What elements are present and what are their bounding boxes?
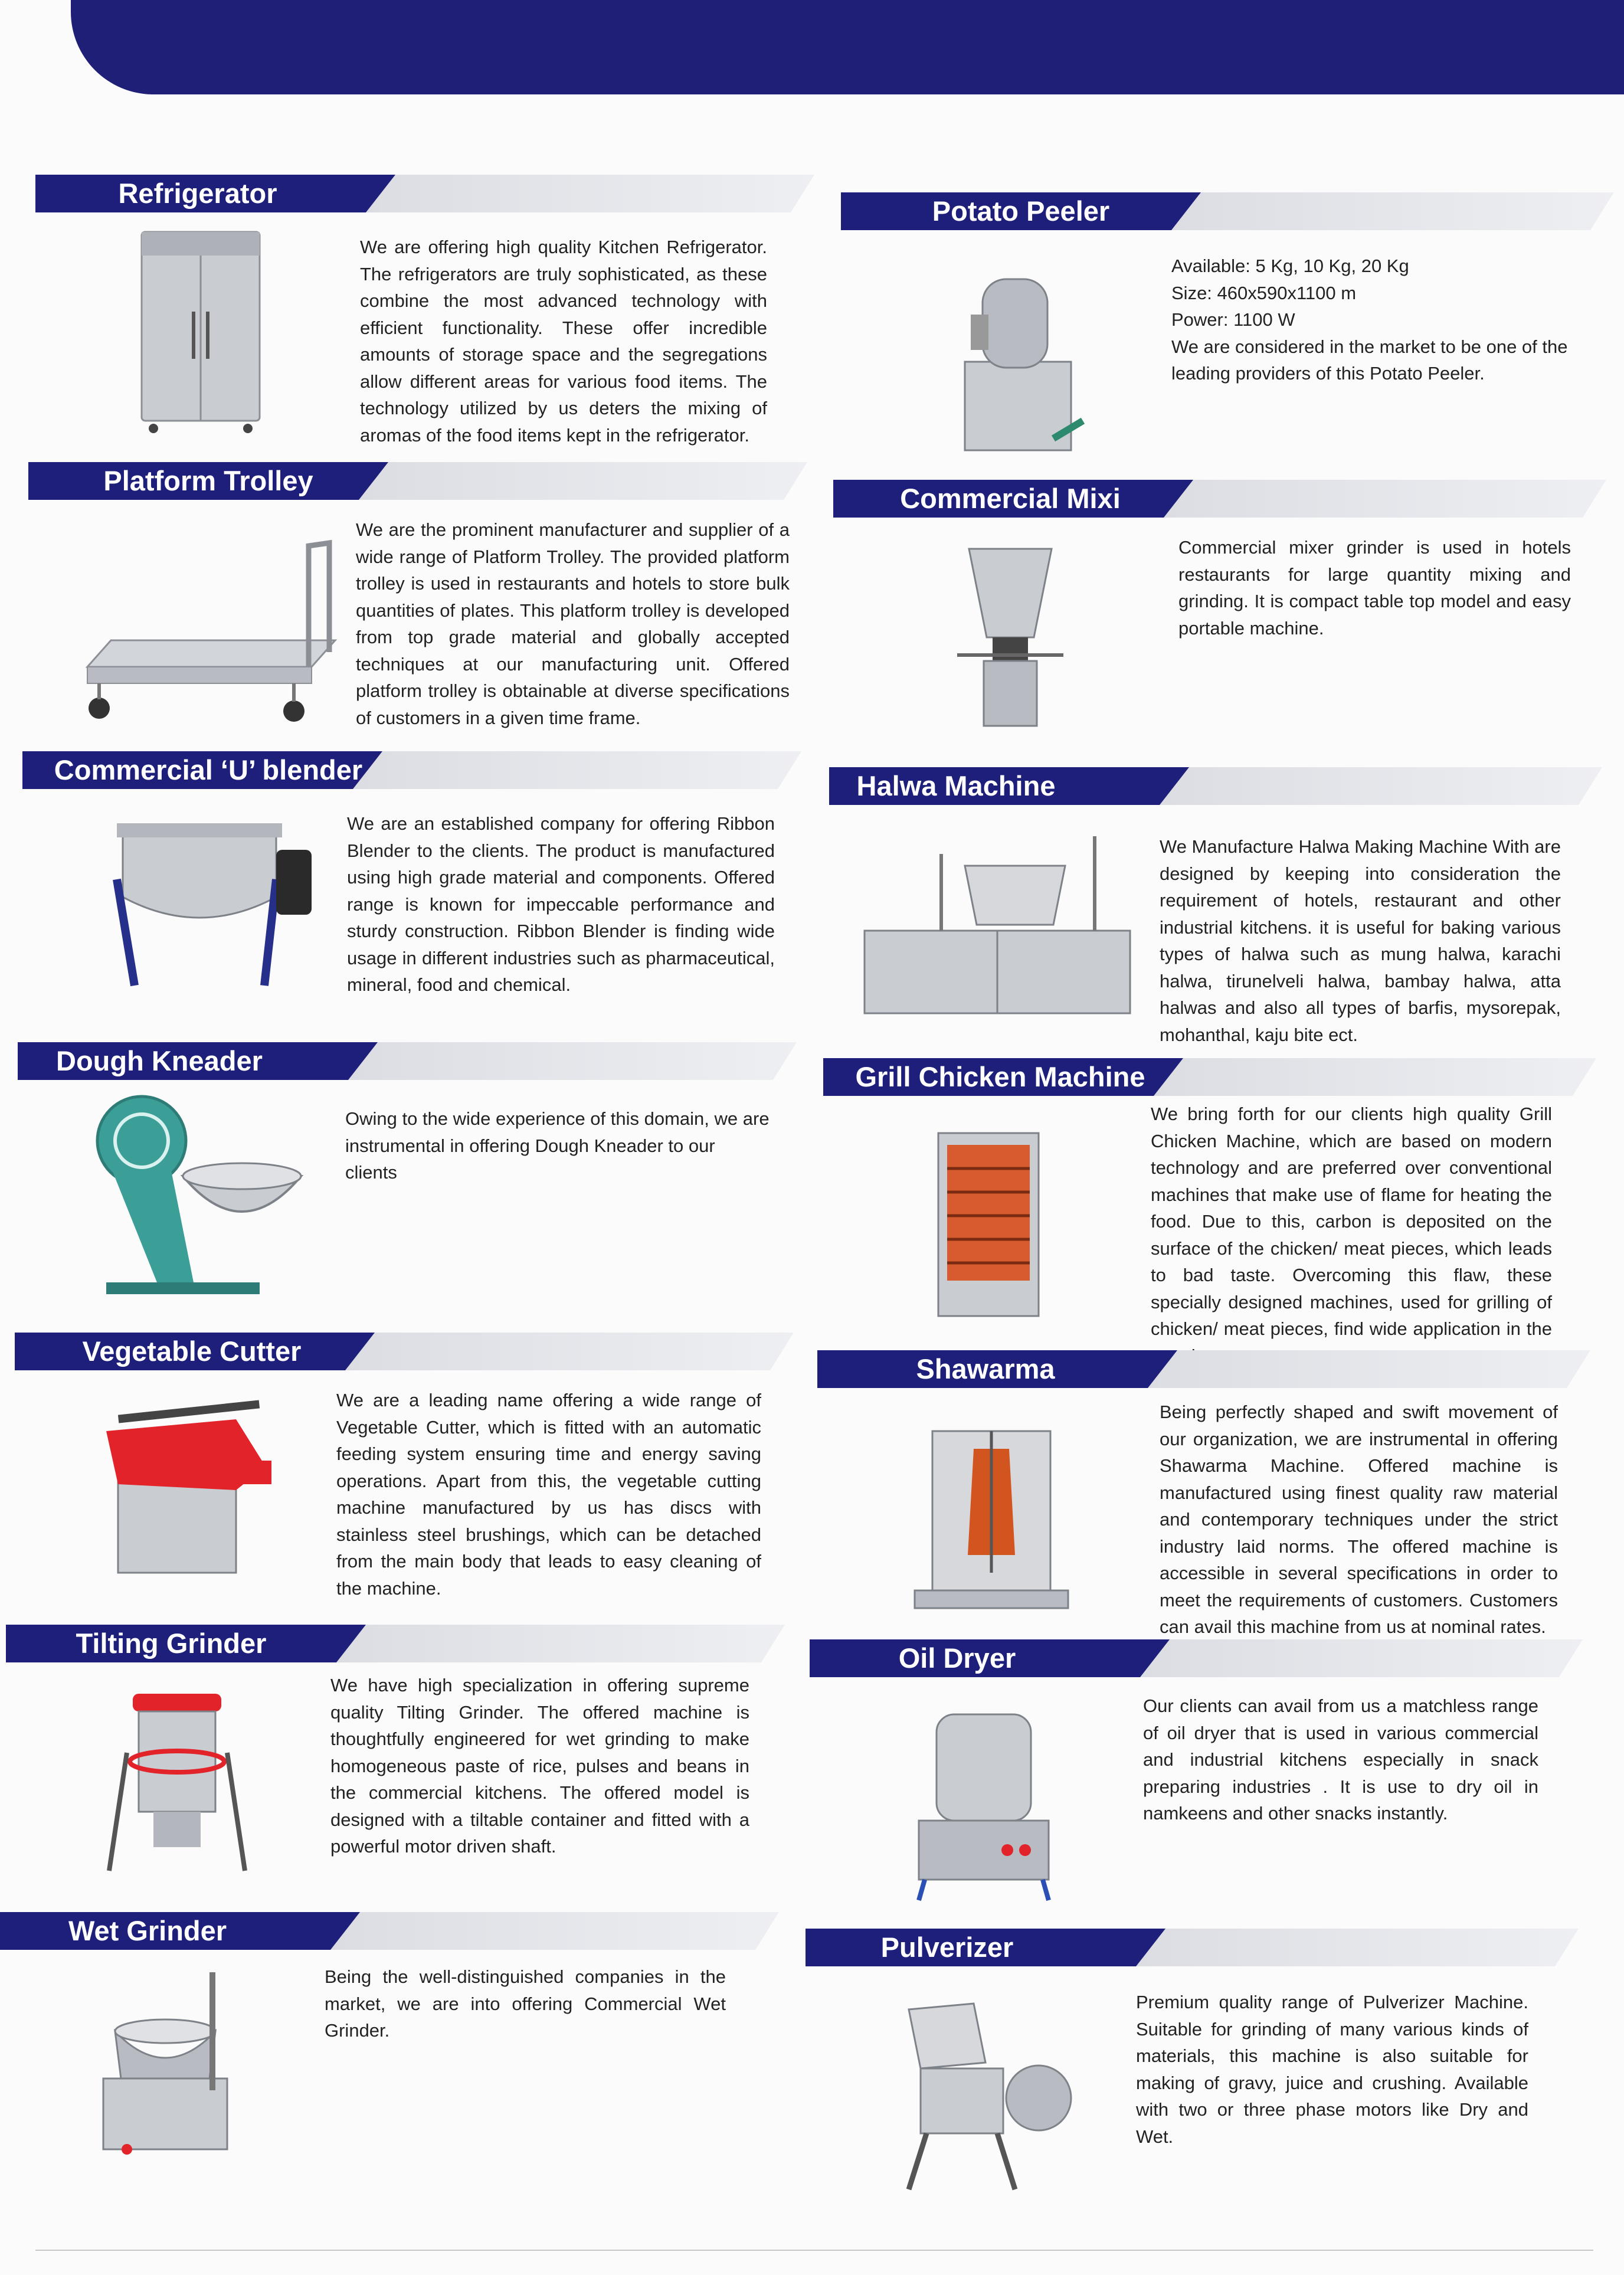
refrigerator-icon	[124, 226, 277, 438]
section-header	[829, 762, 1602, 808]
product-refrigerator	[35, 170, 814, 447]
product-description: Our clients can avail from us a matchless range of oil dryer that is used in various commercial and industrial kitchens especially in snack preparing industries . It is use to dry oil in namkeens and other snacks instantly.	[1143, 1695, 1538, 1824]
spec-power: Power: 1100 W	[1171, 309, 1295, 330]
product-description: We are an established company for offering Ribbon Blender to the clients. The product is manufactured using high grade material and components. Offered range is known for impeccable performance and sturdy construction. Ribbon Blender is finding wide usage in different industries such as pharmaceutical, mineral, food and chemical.	[347, 813, 775, 995]
section-header	[810, 1635, 1583, 1681]
product-description: Premium quality range of Pulverizer Machine. Suitable for grinding of many various kinds of materials, this machine is also suitable for making of gravy, juice and crushing. Available with two or three phase motors like Dry and Wet.	[1136, 1992, 1528, 2147]
product-shawarma	[817, 1346, 1590, 1652]
product-u-blender	[22, 747, 801, 1018]
product-title: Platform Trolley	[103, 465, 313, 496]
platform-trolley-icon	[64, 528, 359, 741]
bottom-divider	[35, 2250, 1593, 2251]
u-blender-icon	[99, 806, 323, 1000]
product-vegetable-cutter	[15, 1328, 794, 1605]
product-description: We bring forth for our clients high quality Grill Chicken Machine, which are based on modern technology and are preferred over conventional machines that make use of flame for heating the food. Due to this, carbon is deposited on the surface of the chicken/ meat pieces, which leads to bad taste. Overcoming this flaw, these specially designed machines, used for grilling of chicken/ meat pieces, find wide application in the	[1151, 1104, 1552, 1339]
product-title: Dough Kneader	[56, 1045, 263, 1076]
section-header	[6, 1620, 785, 1666]
top-banner	[71, 0, 1624, 94]
section-header	[833, 475, 1606, 521]
product-title: Grill Chicken Machine	[855, 1061, 1145, 1092]
section-header	[823, 1053, 1596, 1099]
product-summary: We are considered in the market to be one of the leading providers of this Potato Peeler.	[1171, 336, 1568, 384]
product-description: We have high specialization in offering supreme quality Tilting Grinder. The offered machine is thoughtfully engineered for wet grinding to make homogeneous paste of rice, pulses and beans in the commercial kitchens. The offered model is designed with a tiltable container and fitted with a powerful motor driven shaft.	[330, 1675, 749, 1857]
halwa-machine-icon	[853, 827, 1142, 1022]
section-header	[15, 1328, 794, 1374]
product-dough-kneader	[18, 1037, 797, 1309]
product-commercial-mixi	[833, 475, 1606, 747]
section-header	[0, 1907, 779, 1953]
product-title: Oil Dryer	[898, 1642, 1016, 1674]
section-header	[22, 747, 801, 793]
product-tilting-grinder	[6, 1620, 785, 1897]
product-title: Commercial Mixi	[900, 483, 1121, 514]
section-header	[18, 1037, 797, 1084]
product-title: Commercial ‘U’ blender	[54, 754, 363, 785]
product-halwa-machine	[829, 762, 1602, 1045]
product-title: Wet Grinder	[68, 1915, 227, 1946]
section-header	[817, 1346, 1590, 1392]
product-title: Shawarma	[916, 1353, 1055, 1384]
spec-availability: Available: 5 Kg, 10 Kg, 20 Kg	[1171, 256, 1409, 276]
product-platform-trolley	[28, 457, 807, 752]
product-pulverizer	[806, 1924, 1579, 2201]
product-title: Tilting Grinder	[76, 1628, 267, 1659]
pulverizer-icon	[882, 1989, 1095, 2195]
product-description: Being perfectly shaped and swift movement of our organization, we are instrumental in offering Shawarma Machine. Offered machine is manufactured using finest quality raw material and contemporary techniques under the strict industry laid norms. The offered machine is accessible in several specifications in order to meet the requirements of customers. Customers can avail this machine from us at nominal rates.	[1160, 1402, 1558, 1637]
dough-kneader-icon	[65, 1091, 313, 1303]
commercial-mixi-icon	[939, 534, 1081, 735]
product-wet-grinder	[0, 1907, 779, 2179]
section-header	[806, 1924, 1579, 1970]
vegetable-cutter-icon	[91, 1393, 286, 1587]
section-header	[35, 170, 814, 216]
product-title: Potato Peeler	[932, 195, 1110, 227]
product-title: Halwa Machine	[856, 770, 1056, 801]
product-title: Vegetable Cutter	[82, 1335, 302, 1367]
spec-size: Size: 460x590x1100 m	[1171, 282, 1357, 303]
product-description: We Manufacture Halwa Making Machine With are designed by keeping into consideration the requirement of hotels, restaurant and other industrial kitchens. it is useful for baking various types of halwa such as mung halwa, karachi halwa, tirunelveli halwa, bambay halwa, atta halwas and also all types of barfis, mysorepak, mohanthal, kaju bite ect.	[1160, 836, 1561, 1045]
tilting-grinder-icon	[94, 1679, 266, 1880]
product-description: We are a leading name offering a wide range of Vegetable Cutter, which is fitted with an automatic feeding system ensuring time and energy saving operations. Apart from this, the vegetable cutting machine manufactured by us has discs with stainless steel brushings, which can be detached from the main body that leads to easy cleaning of the machine.	[336, 1390, 761, 1599]
product-oil-dryer	[810, 1635, 1583, 1918]
product-title: Pulverizer	[880, 1932, 1014, 1963]
product-description: Commercial mixer grinder is used in hotels restaurants for large quantity mixing and grinding. It is compact table top model and easy portable machine.	[1178, 537, 1571, 639]
oil-dryer-icon	[904, 1700, 1063, 1906]
product-description: Owing to the wide experience of this domain, we are instrumental in offering Dough Kneader to our clients	[345, 1108, 770, 1183]
product-description	[1171, 253, 1584, 387]
product-description: We are offering high quality Kitchen Refrigerator. The refrigerators are truly sophisticated, as these combine the most advanced technology with efficient functionality. These offer incredible amounts of storage space and the segregations allow different areas for various food items. The technology utilized by us deters the mixing of aromas of the food items kept in the refrigerator.	[360, 237, 767, 446]
potato-peeler-icon	[941, 258, 1095, 459]
product-description: Being the well-distinguished companies in the market, we are into offering Commercial Wet Grinder.	[325, 1966, 726, 2041]
product-title: Refrigerator	[118, 178, 277, 209]
product-description: We are the prominent manufacturer and supplier of a wide range of Platform Trolley. The provided platform trolley is used in restaurants and hotels to store bulk quantities of plates. This platform trolley is developed from top grade material and globally accepted techniques at our manufacturing unit. Offered platform trolley is obtainable at diverse specifications of customers in a given time frame.	[356, 519, 790, 728]
product-potato-peeler	[841, 188, 1614, 465]
section-header	[841, 188, 1614, 234]
grill-chicken-machine-icon	[929, 1124, 1047, 1325]
section-header	[28, 457, 807, 503]
shawarma-machine-icon	[906, 1416, 1077, 1617]
wet-grinder-icon	[89, 1963, 242, 2164]
product-grill-chicken-machine	[823, 1053, 1596, 1360]
